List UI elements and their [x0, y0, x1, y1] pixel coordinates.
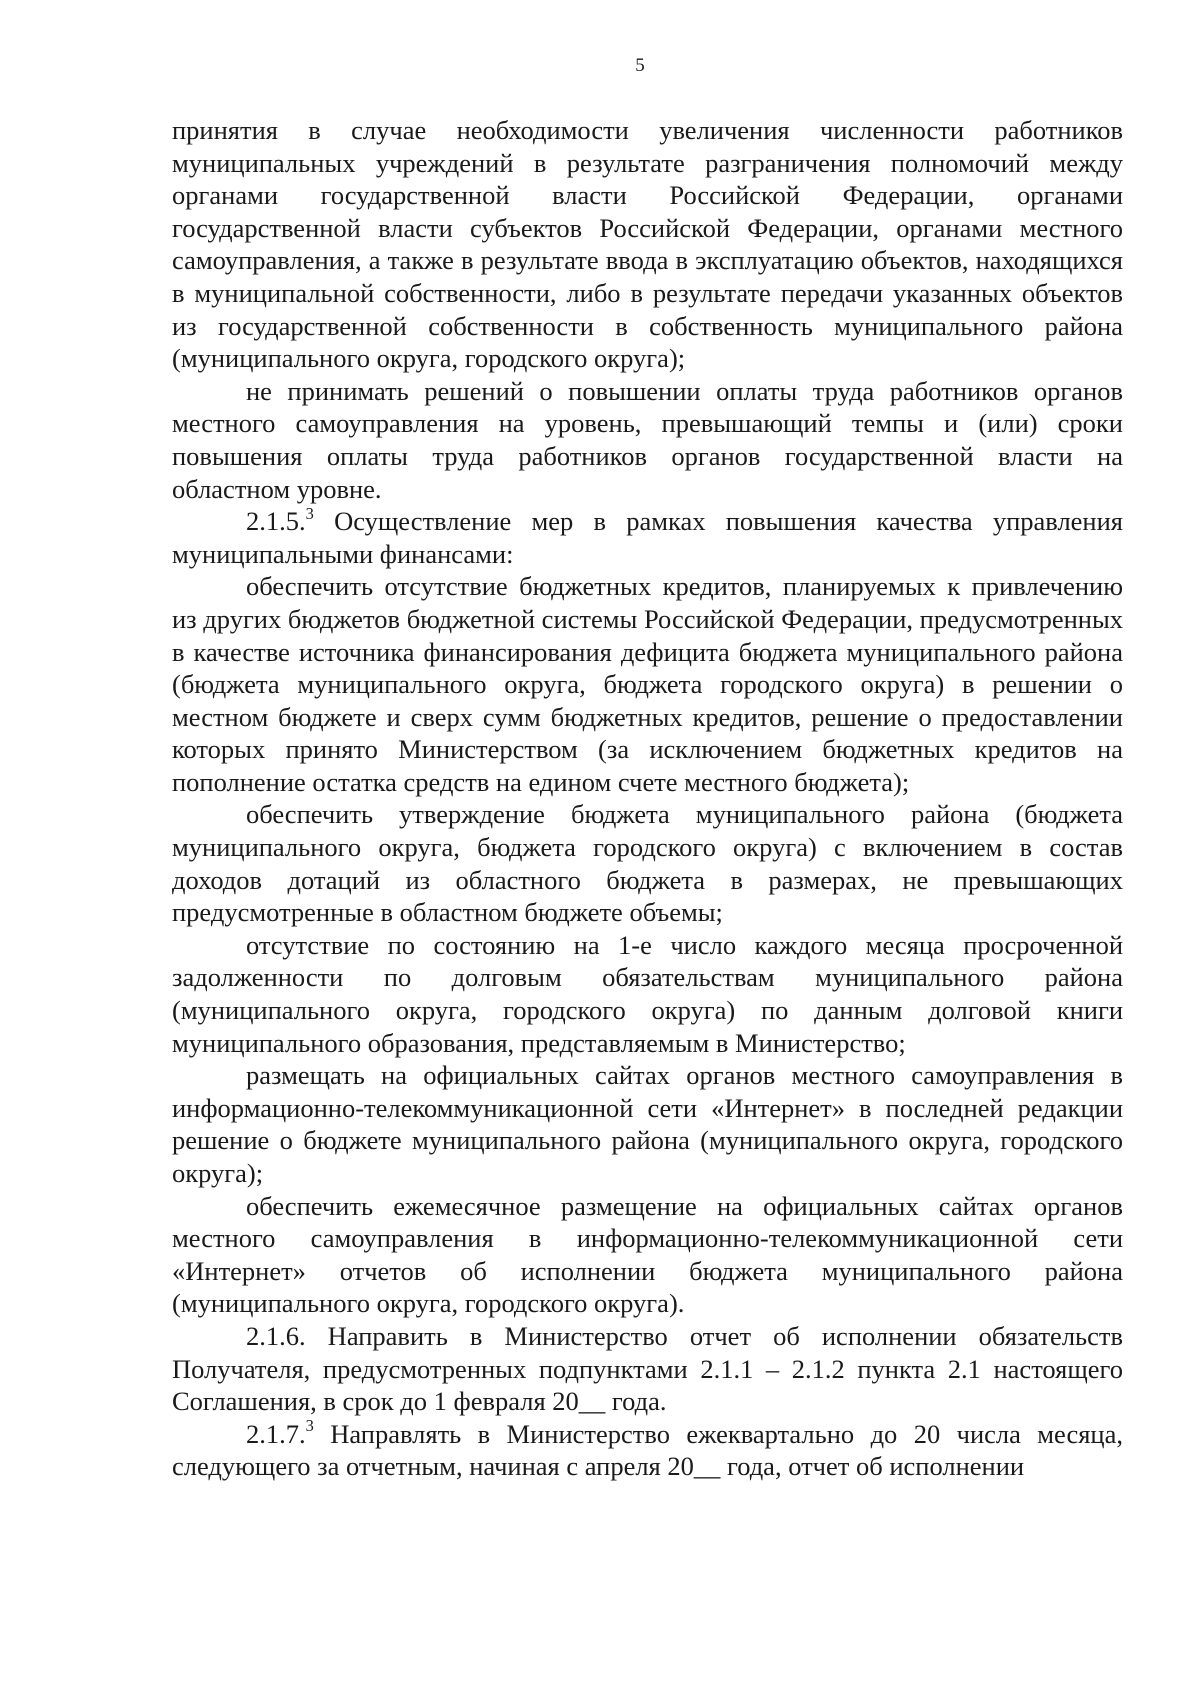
paragraph-8-text: обеспечить ежемесячное размещение на официальных сайтах органов местного самоуправления в информационно-телекоммуникационной сети «Интернет» отчетов об исполнении бюджета муниципального района (муниципального округа, городского округа).: [172, 1190, 1123, 1319]
paragraph-4-text: обеспечить отсутствие бюджетных кредитов, планируемых к привлечению из других бюджетов бюджетной системы Российской Федерации, предусмотренных в качестве источника финансирования дефицита бюджета муниципального района (бюджета муниципального округа, бюджета городского округа) в решении о местном бюджете и сверх сумм бюджетных кредитов, решение о предоставлении которых принято Министерством (за исключением бюджетных кредитов на пополнение остатка средств на едином счете местного бюджета);: [172, 571, 1123, 797]
paragraph-4: [172, 570, 1123, 798]
paragraph-3-text: Осуществление мер в рамках повышения качества управления муниципальными финансами:: [172, 506, 1123, 569]
footnote-mark: 3: [305, 503, 314, 523]
paragraph-1-text: принятия в случае необходимости увеличения численности работников муниципальных учреждений в результате разграничения полномочий между органами государственной власти Российской Федерации, органами государственной власти субъектов Российской Федерации, органами местного самоуправления, а также в результате ввода в эксплуатацию объектов, находящихся в муниципальной собственности, либо в результате передачи указанных объектов из государственной собственности в собственность муниципального района (муниципального округа, городского округа);: [172, 115, 1123, 374]
paragraph-8: [172, 1190, 1123, 1320]
clause-number-2-1-5: 2.1.5.: [246, 506, 306, 537]
paragraph-10: [172, 1418, 1123, 1483]
paragraph-1: [172, 114, 1123, 375]
paragraph-9: [172, 1320, 1123, 1418]
paragraph-5: [172, 798, 1123, 928]
paragraph-2-text: не принимать решений о повышении оплаты труда работников органов местного самоуправления на уровень, превышающий темпы и (или) сроки повышения оплаты труда работников органов государственной власти на областном уровне.: [172, 375, 1123, 504]
paragraph-3: [172, 505, 1123, 570]
paragraph-6: [172, 929, 1123, 1059]
document-body: [172, 114, 1123, 1483]
footnote-mark: 3: [305, 1416, 314, 1436]
paragraph-6-text: отсутствие по состоянию на 1-е число каждого месяца просроченной задолженности по долговым обязательствам муниципального района (муниципального округа, городского округа) по данным долговой книги муниципального образования, представляемым в Министерство;: [172, 929, 1123, 1058]
clause-number-2-1-7: 2.1.7.: [246, 1418, 306, 1449]
paragraph-7: [172, 1059, 1123, 1189]
paragraph-2: [172, 375, 1123, 505]
paragraph-10-text: Направлять в Министерство ежеквартально до 20 числа месяца, следующего за отчетным, начиная с апреля 20__ года, отчет об исполнении: [172, 1418, 1123, 1482]
page-number: 5: [635, 55, 645, 76]
paragraph-7-text: размещать на официальных сайтах органов местного самоуправления в информационно-телекоммуникационной сети «Интернет» в последней редакции решение о бюджете муниципального района (муниципального округа, городского округа);: [172, 1060, 1123, 1188]
paragraph-9-text: 2.1.6. Направить в Министерство отчет об исполнении обязательств Получателя, предусмотренных подпунктами 2.1.1 – 2.1.2 пункта 2.1 настоящего Соглашения, в срок до 1 февраля 20__ года.: [172, 1320, 1123, 1417]
paragraph-5-text: обеспечить утверждение бюджета муниципального района (бюджета муниципального округа, бюджета городского округа) с включением в состав доходов дотаций из областного бюджета в размерах, не превышающих предусмотренные в областном бюджете объемы;: [172, 799, 1123, 928]
